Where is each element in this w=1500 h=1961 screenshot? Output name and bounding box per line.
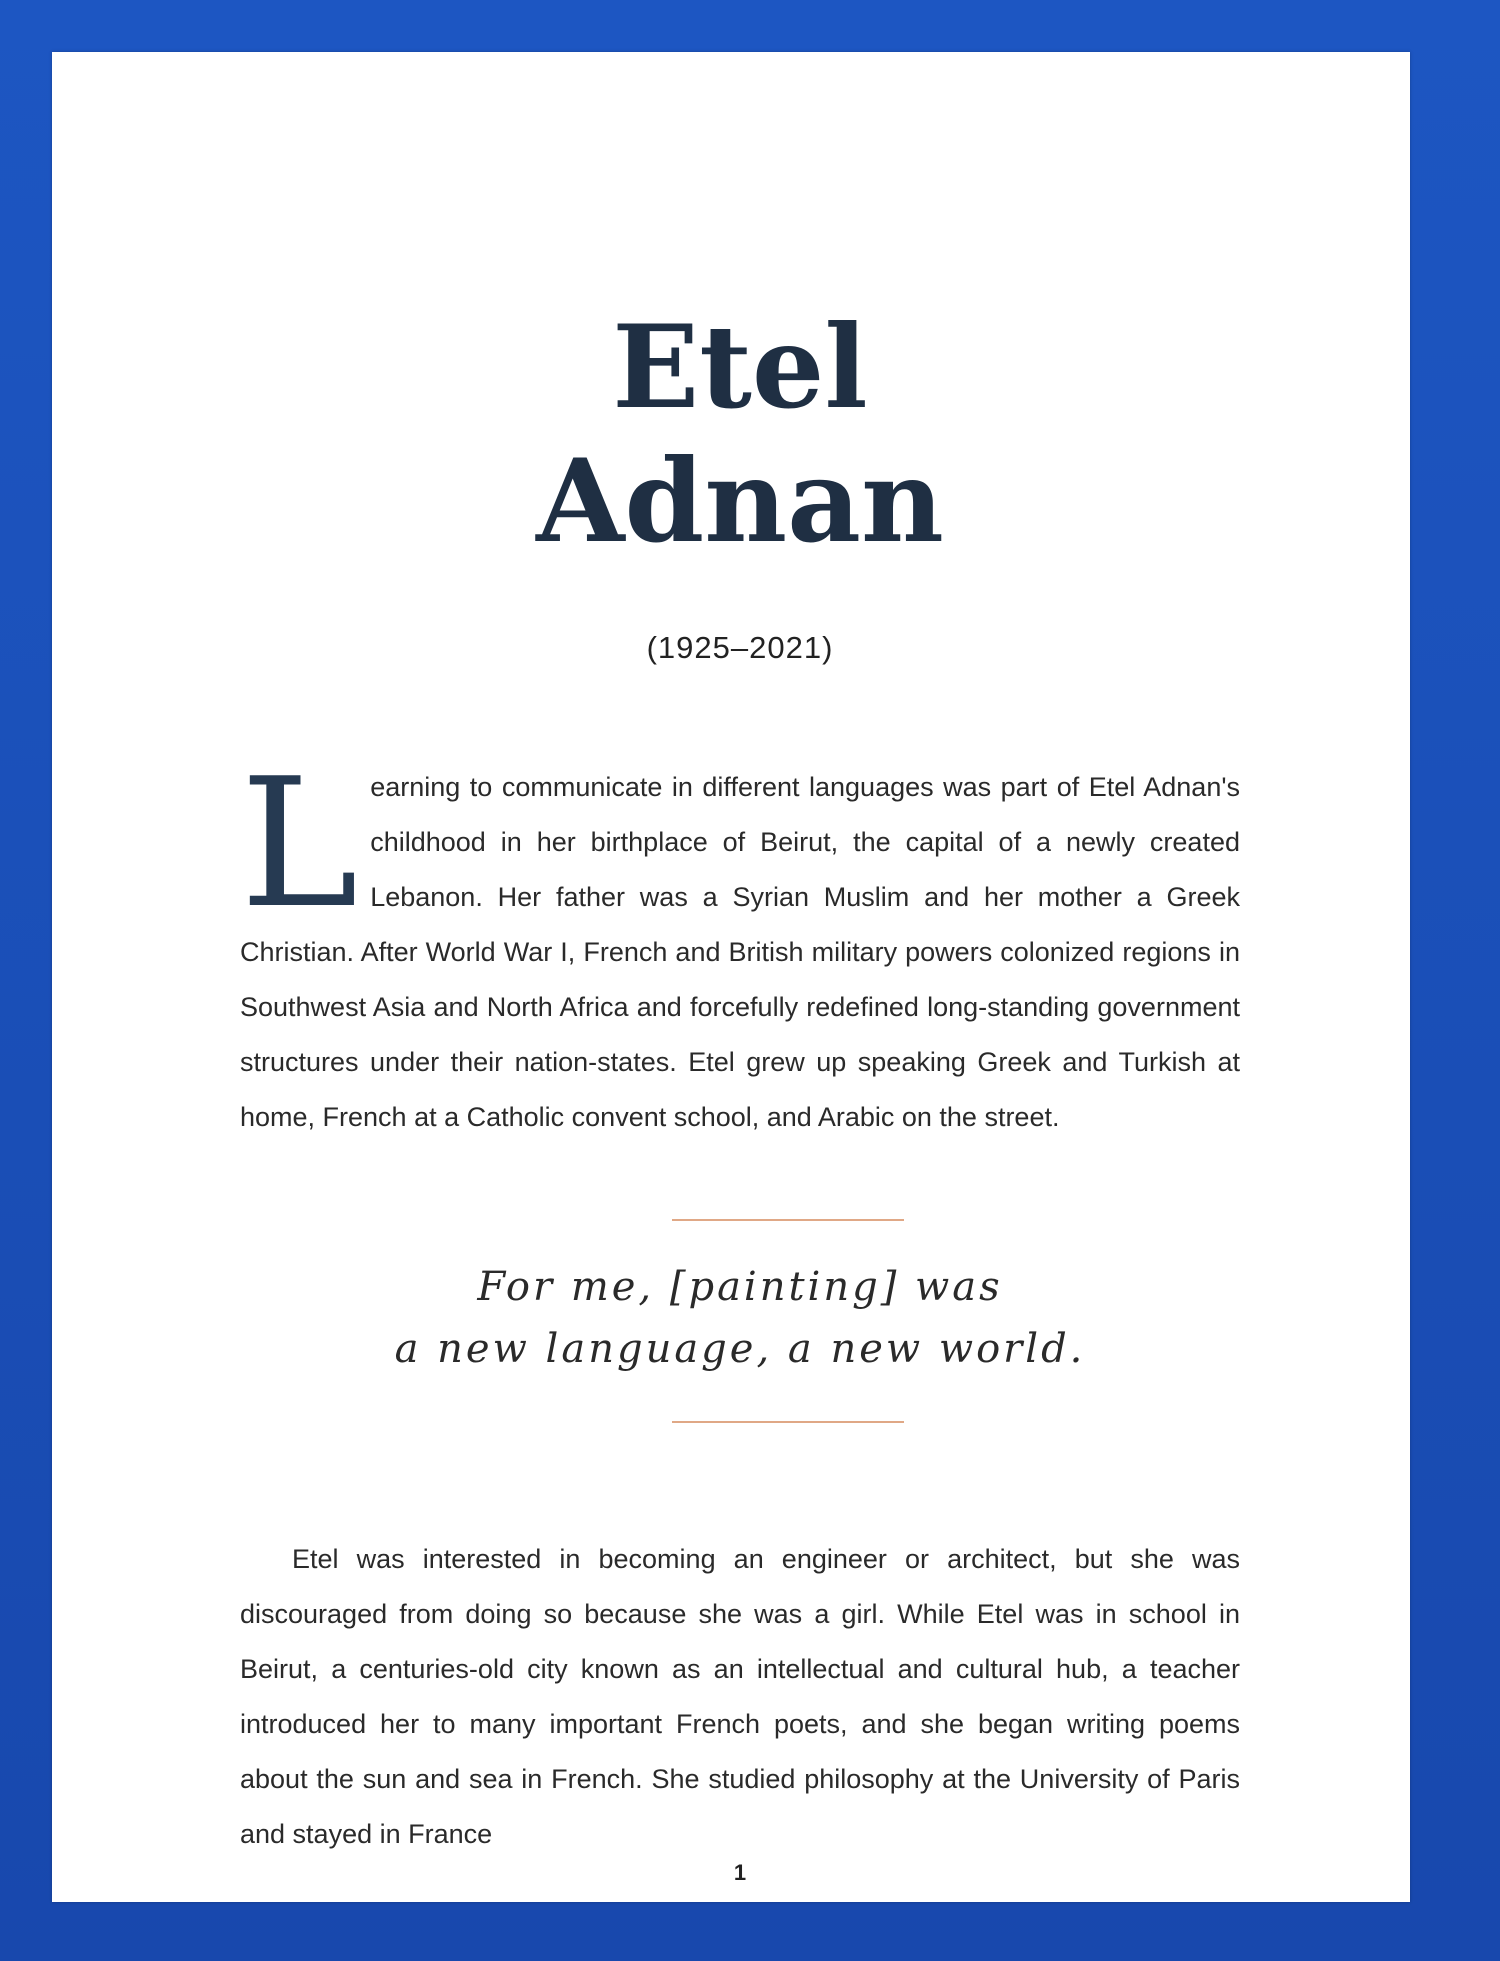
quote-line-2: a new language, a new world.: [394, 1326, 1086, 1372]
body-paragraph: Etel was interested in becoming an engineer or architect, but she was discouraged from doing so because she was a girl. While Etel was in school in Beirut, a centuries-old city known as an intellectual and cultural hub, a teacher introduced her to many important French poets, and she began writing poems about the sun and sea in French. She studied philosophy at the University of Paris and stayed in France: [240, 1544, 1240, 1849]
title-line-2: Adnan: [536, 434, 944, 568]
quote-divider-top: [672, 1219, 904, 1221]
quote-divider-bottom: [672, 1421, 904, 1423]
page-title: [240, 300, 1240, 568]
book-page: [52, 52, 1410, 1902]
title-line-1: Etel: [612, 300, 868, 434]
intro-paragraph: [240, 740, 1240, 1145]
drop-cap: L: [240, 740, 359, 947]
intro-paragraph-text: earning to communicate in different languages was part of Etel Adnan's childhood in her birthplace of Beirut, the capital of a newly created Lebanon. Her father was a Syrian Muslim and her mother a Greek Christian. After World War I, French and British military powers colonized regions in Southwest Asia and North Africa and forcefully redefined long-standing government structures under their nation-states. Etel grew up speaking Greek and Turkish at home, French at a Catholic convent school, and Arabic on the street.: [240, 772, 1240, 1132]
life-dates: (1925–2021): [646, 630, 834, 665]
quote-line-1: For me, [painting] was: [477, 1264, 1003, 1310]
page-number: 1: [733, 1860, 747, 1885]
pull-quote: [240, 1256, 1240, 1380]
